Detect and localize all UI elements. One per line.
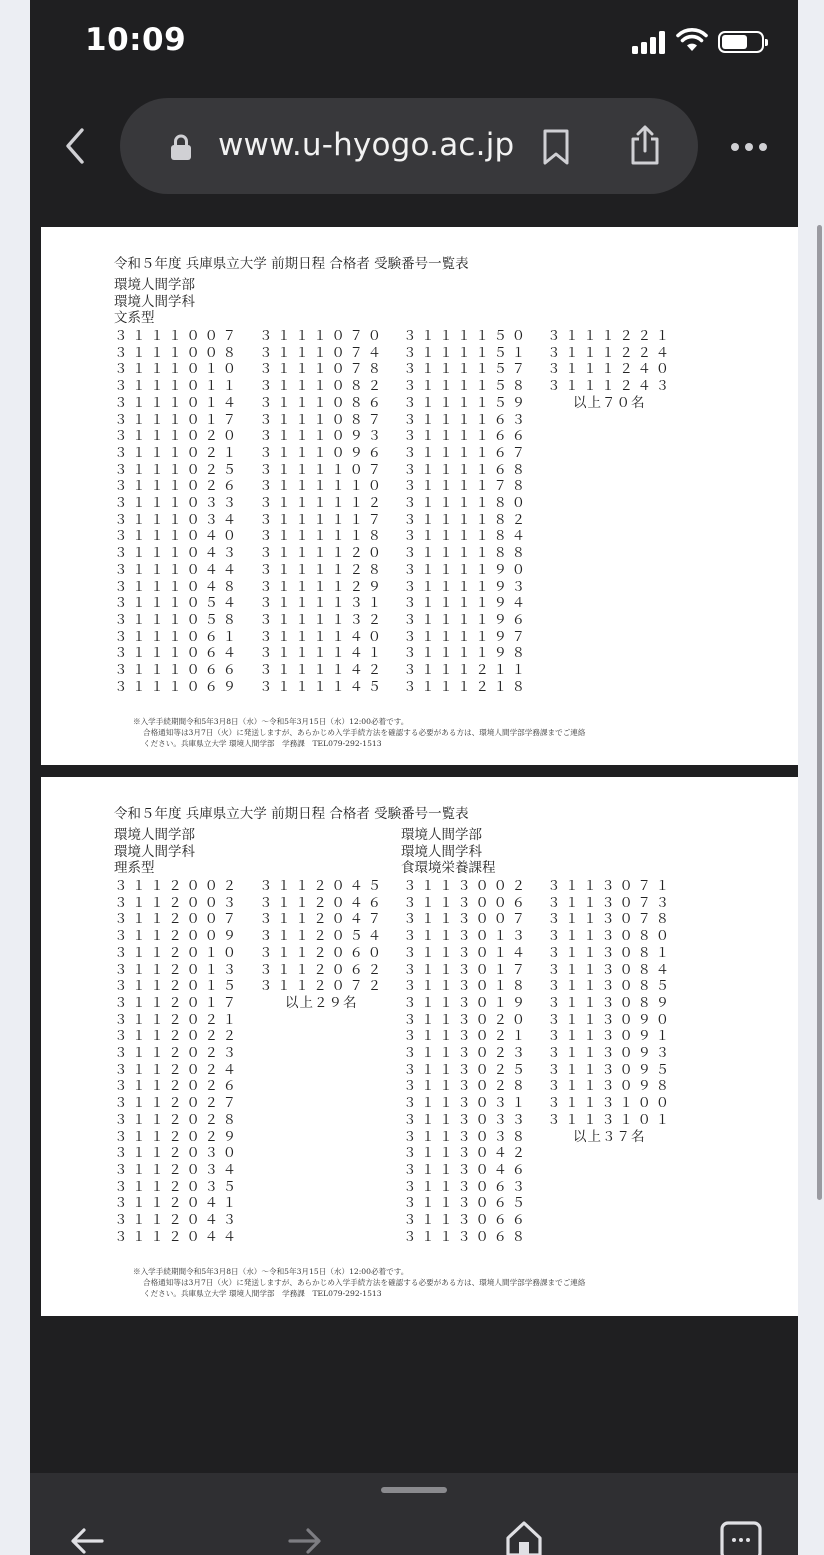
- toolbar-handle[interactable]: [381, 1487, 447, 1493]
- exam-number: ３１１３０８１: [547, 944, 674, 961]
- back-icon[interactable]: [58, 126, 94, 166]
- exam-number: ３１１２０２３: [114, 1045, 241, 1062]
- exam-number: ３１１１１１２: [259, 495, 386, 512]
- exam-number: ３１１１１５９: [403, 394, 530, 411]
- section-header-right: [401, 827, 496, 877]
- exam-number: ３１１２００７: [114, 911, 241, 928]
- exam-number: ３１１１２１１: [403, 662, 530, 679]
- exam-number: ３１１１０２０: [114, 428, 241, 445]
- exam-number: ３１１１１９４: [403, 595, 530, 612]
- number-column-2: [259, 328, 386, 695]
- exam-number: ３１１２０４５: [259, 878, 386, 894]
- exam-number: ３１１３０２５: [403, 1061, 530, 1078]
- exam-number: ３１１１０６６: [114, 662, 241, 679]
- exam-number: ３１１１２４０: [547, 361, 674, 378]
- exam-number: ３１１１０６４: [114, 645, 241, 662]
- exam-number: ３１１３１００: [547, 1095, 674, 1112]
- exam-number: ３１１３０６３: [403, 1178, 530, 1195]
- exam-number: ３１１３０２３: [403, 1045, 530, 1062]
- exam-number: ３１１３０９０: [547, 1011, 674, 1028]
- exam-number: ３１１３０１８: [403, 978, 530, 995]
- exam-number: ３１１３０８４: [547, 961, 674, 978]
- nav-back-icon[interactable]: [68, 1523, 106, 1555]
- exam-number: ３１１３００６: [403, 894, 530, 911]
- exam-number: ３１１１０９６: [259, 444, 386, 461]
- exam-number: ３１１１１０７: [259, 461, 386, 478]
- phone-screen: [30, 0, 798, 1555]
- exam-number: ３１１１１５０: [403, 328, 530, 344]
- exam-number: ３１１１０２６: [114, 478, 241, 495]
- exam-number: ３１１２０４７: [259, 911, 386, 928]
- exam-number: ３１１２００３: [114, 894, 241, 911]
- page-title: 令和５年度 兵庫県立大学 前期日程 合格者 受験番号一覧表: [114, 256, 469, 272]
- exam-number: ３１１３０７８: [547, 911, 674, 928]
- total-count-right: 以上３７名: [573, 1129, 646, 1145]
- page-title: 令和５年度 兵庫県立大学 前期日程 合格者 受験番号一覧表: [114, 806, 469, 822]
- exam-number: ３１１２０２７: [114, 1095, 241, 1112]
- exam-number: ３１１３０９８: [547, 1078, 674, 1095]
- exam-number: ３１１２０３５: [114, 1178, 241, 1195]
- exam-number: ３１１２０６０: [259, 944, 386, 961]
- number-column-4: [547, 328, 674, 395]
- exam-number: ３１１１００８: [114, 344, 241, 361]
- exam-number: ３１１２０２４: [114, 1061, 241, 1078]
- exam-number: ３１１１１１８: [259, 528, 386, 545]
- exam-number: ３１１１１５８: [403, 378, 530, 395]
- battery-level: [722, 35, 747, 49]
- exam-number: ３１１２０４３: [114, 1212, 241, 1229]
- exam-number: ３１１１０３４: [114, 511, 241, 528]
- exam-number: ３１１３０９５: [547, 1061, 674, 1078]
- exam-number: ３１１１１２０: [259, 545, 386, 562]
- exam-number: ３１１１１４１: [259, 645, 386, 662]
- exam-number: ３１１１１３２: [259, 611, 386, 628]
- exam-number: ３１１１１４０: [259, 628, 386, 645]
- exam-number: ３１１１０６１: [114, 628, 241, 645]
- exam-number: ３１１１０４４: [114, 561, 241, 578]
- exam-number: ３１１１１６６: [403, 428, 530, 445]
- exam-number: ３１１１０７４: [259, 344, 386, 361]
- exam-number: ３１１１１４２: [259, 662, 386, 679]
- exam-number: ３１１２０３０: [114, 1145, 241, 1162]
- status-time: 10:09: [85, 22, 187, 58]
- bookmark-icon[interactable]: [540, 128, 572, 166]
- exam-number: ３１１３０１９: [403, 994, 530, 1011]
- exam-number: ３１１１１９６: [403, 611, 530, 628]
- faculty-label: 環境人間学部: [114, 277, 195, 293]
- url-text: www.u-hyogo.ac.jp: [218, 127, 515, 163]
- exam-number: ３１１１０１４: [114, 394, 241, 411]
- exam-number: ３１１１０２５: [114, 461, 241, 478]
- exam-number: ３１１３０４２: [403, 1145, 530, 1162]
- exam-number: ３１１１１８４: [403, 528, 530, 545]
- exam-number: ３１１２０６２: [259, 961, 386, 978]
- exam-number: ３１１１０７８: [259, 361, 386, 378]
- exam-number: ３１１２０３４: [114, 1161, 241, 1178]
- exam-number: ３１１１１１０: [259, 478, 386, 495]
- exam-number: ３１１１１９８: [403, 645, 530, 662]
- note-text: ※入学手続期間令和5年3月8日（水）～令和5年3月15日（水）12:00必着です。 合格通知等は3月7日（火）に発送しますが、あらかじめ入学手続方法を確認する必要がある方は、環境人間学部学務課までご連絡 ください。兵庫県立大学 環境人間学部 学務課 TEL079-292-1513: [133, 717, 586, 748]
- pdf-page-2: [41, 777, 798, 1316]
- exam-number: ３１１１１４５: [259, 678, 386, 695]
- exam-number: ３１１１１９０: [403, 561, 530, 578]
- exam-number: ３１１３０６６: [403, 1212, 530, 1229]
- exam-number: ３１１１１６８: [403, 461, 530, 478]
- exam-number: ３１１３０２８: [403, 1078, 530, 1095]
- exam-number: ３１１１２４３: [547, 378, 674, 395]
- section-header: [114, 277, 195, 327]
- exam-number: ３１１２０７２: [259, 978, 386, 995]
- exam-number: ３１１３０９１: [547, 1028, 674, 1045]
- faculty-label: 環境人間学部: [114, 827, 195, 843]
- exam-number: ３１１１０６９: [114, 678, 241, 695]
- exam-number: ３１１１０３３: [114, 495, 241, 512]
- exam-number: ３１１１１５７: [403, 361, 530, 378]
- exam-number: ３１１１１８２: [403, 511, 530, 528]
- battery-icon: [718, 31, 764, 53]
- section-header-left: [114, 827, 195, 877]
- exam-number: ３１１３０４６: [403, 1161, 530, 1178]
- exam-number: ３１１３０１３: [403, 928, 530, 945]
- exam-number: ３１１２０４１: [114, 1195, 241, 1212]
- exam-number: ３１１３０３８: [403, 1128, 530, 1145]
- number-column-4: [547, 878, 674, 1129]
- number-column-2: [259, 878, 386, 995]
- exam-number: ３１１１０８２: [259, 378, 386, 395]
- exam-number: ３１１１１５１: [403, 344, 530, 361]
- exam-number: ３１１２０１３: [114, 961, 241, 978]
- exam-number: ３１１１２２４: [547, 344, 674, 361]
- exam-number: ３１１２０４４: [114, 1228, 241, 1245]
- exam-number: ３１１３０３３: [403, 1111, 530, 1128]
- exam-number: ３１１１２１８: [403, 678, 530, 695]
- exam-number: ３１１３０２０: [403, 1011, 530, 1028]
- wifi-icon: [676, 27, 708, 53]
- exam-number: ３１１３０６５: [403, 1195, 530, 1212]
- exam-number: ３１１１１７８: [403, 478, 530, 495]
- exam-number: ３１１３１０１: [547, 1111, 674, 1128]
- share-icon[interactable]: [628, 124, 662, 166]
- exam-number: ３１１３０８０: [547, 928, 674, 945]
- department-label: 環境人間学科: [114, 293, 195, 310]
- exam-number: ３１１１０５８: [114, 611, 241, 628]
- exam-number: ３１１２０４６: [259, 894, 386, 911]
- exam-number: ３１１２００２: [114, 878, 241, 894]
- exam-number: ３１１３００７: [403, 911, 530, 928]
- exam-number: ３１１１０７０: [259, 328, 386, 344]
- exam-number: ３１１１０９３: [259, 428, 386, 445]
- exam-number: ３１１２０２９: [114, 1128, 241, 1145]
- exam-number: ３１１２００９: [114, 928, 241, 945]
- exam-number: ３１１３０９３: [547, 1045, 674, 1062]
- exam-number: ３１１３０３１: [403, 1095, 530, 1112]
- exam-number: ３１１１２２１: [547, 328, 674, 344]
- exam-number: ３１１１０４８: [114, 578, 241, 595]
- exam-number: ３１１１０１７: [114, 411, 241, 428]
- exam-number: ３１１２０５４: [259, 928, 386, 945]
- exam-number: ３１１３０８９: [547, 994, 674, 1011]
- exam-number: ３１１３０７３: [547, 894, 674, 911]
- track-label: 文系型: [114, 310, 155, 327]
- exam-number: ３１１１０８６: [259, 394, 386, 411]
- exam-number: ３１１１１６７: [403, 444, 530, 461]
- exam-number: ３１１２０２２: [114, 1028, 241, 1045]
- exam-number: ３１１１０１１: [114, 378, 241, 395]
- exam-number: ３１１１００７: [114, 328, 241, 344]
- total-count-left: 以上２９名: [285, 995, 358, 1011]
- exam-number: ３１１１０５４: [114, 595, 241, 612]
- exam-number: ３１１１０４３: [114, 545, 241, 562]
- exam-number: ３１１２０２８: [114, 1111, 241, 1128]
- exam-number: ３１１１１２８: [259, 561, 386, 578]
- exam-number: ３１１１０４０: [114, 528, 241, 545]
- exam-number: ３１１１１６３: [403, 411, 530, 428]
- exam-number: ３１１１１９７: [403, 628, 530, 645]
- exam-number: ３１１１０８７: [259, 411, 386, 428]
- exam-number: ３１１３０８５: [547, 978, 674, 995]
- exam-number: ３１１１０２１: [114, 444, 241, 461]
- exam-number: ３１１３０１７: [403, 961, 530, 978]
- exam-number: ３１１３０７１: [547, 878, 674, 894]
- note-text: ※入学手続期間令和5年3月8日（水）～令和5年3月15日（水）12:00必着です。 合格通知等は3月7日（火）に発送しますが、あらかじめ入学手続方法を確認する必要がある方は、環境人間学部学務課までご連絡 ください。兵庫県立大学 環境人間学部 学務課 TEL079-292-1513: [133, 1267, 586, 1298]
- exam-number: ３１１３００２: [403, 878, 530, 894]
- exam-number: ３１１３０２１: [403, 1028, 530, 1045]
- exam-number: ３１１１１１７: [259, 511, 386, 528]
- exam-number: ３１１１１２９: [259, 578, 386, 595]
- lock-icon: [170, 134, 192, 160]
- total-count: 以上７０名: [573, 395, 646, 411]
- exam-number: ３１１２０１７: [114, 994, 241, 1011]
- exam-number: ３１１１０１０: [114, 361, 241, 378]
- tabs-icon[interactable]: [720, 1521, 762, 1555]
- more-icon[interactable]: [730, 132, 768, 162]
- number-column-3: [403, 328, 530, 695]
- faculty-label: 環境人間学部: [401, 827, 482, 843]
- exam-number: ３１１１１８０: [403, 495, 530, 512]
- exam-number: ３１１２０１５: [114, 978, 241, 995]
- exam-number: ３１１３０６８: [403, 1228, 530, 1245]
- exam-number: ３１１１１８８: [403, 545, 530, 562]
- exam-number: ３１１１１３１: [259, 595, 386, 612]
- bottom-toolbar: [30, 1473, 798, 1555]
- cellular-signal-icon: [632, 30, 668, 54]
- number-column-1: [114, 328, 241, 695]
- address-bar[interactable]: [120, 98, 698, 194]
- track-label: 食環境栄養課程: [401, 860, 496, 877]
- track-label: 理系型: [114, 860, 155, 877]
- number-column-1: [114, 878, 241, 1245]
- exam-number: ３１１２０１０: [114, 944, 241, 961]
- nav-forward-icon[interactable]: [286, 1523, 324, 1555]
- exam-number: ３１１２０２１: [114, 1011, 241, 1028]
- pdf-page-1: [41, 227, 798, 765]
- department-label: 環境人間学科: [114, 843, 195, 860]
- scrollbar[interactable]: [817, 225, 822, 1200]
- home-icon[interactable]: [504, 1519, 544, 1555]
- exam-number: ３１１３０１４: [403, 944, 530, 961]
- number-column-3: [403, 878, 530, 1245]
- department-label: 環境人間学科: [401, 843, 482, 860]
- exam-number: ３１１２０２６: [114, 1078, 241, 1095]
- exam-number: ３１１１１９３: [403, 578, 530, 595]
